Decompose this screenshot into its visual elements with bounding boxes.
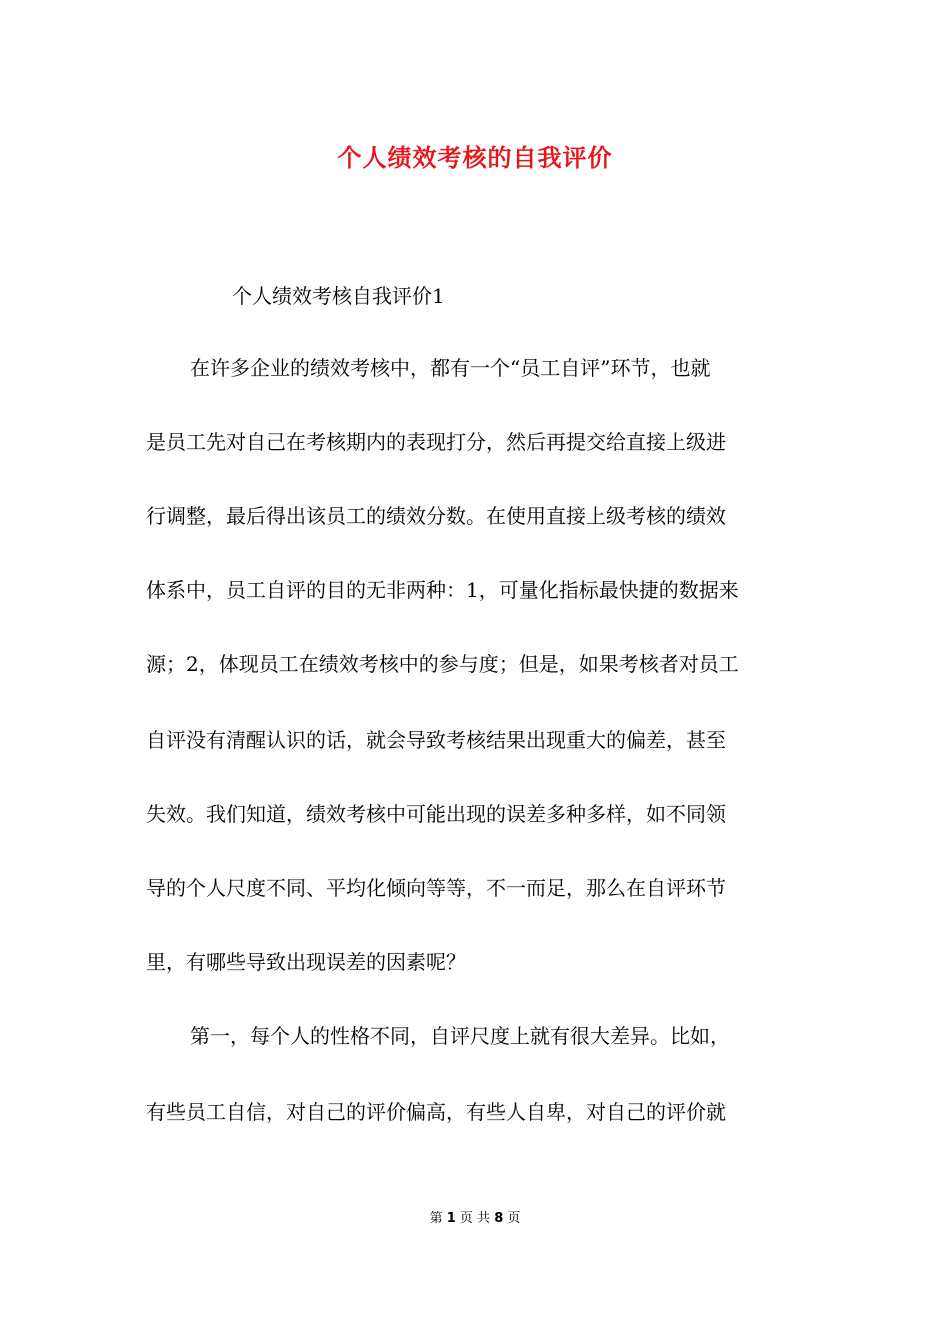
paragraph-line: 体系中，员工自评的目的无非两种：1，可量化指标最快捷的数据来 [146,578,739,602]
footer-middle: 页 共 [459,1211,491,1226]
current-page-number: 1 [446,1211,456,1226]
paragraph-line: 在许多企业的绩效考核中，都有一个“员工自评”环节，也就 [190,356,711,380]
footer-prefix: 第 [429,1211,443,1226]
paragraph-line: 有些员工自信，对自己的评价偏高，有些人自卑，对自己的评价就 [146,1100,726,1124]
total-pages-number: 8 [494,1211,504,1226]
paragraph-line: 第一，每个人的性格不同，自评尺度上就有很大差异。比如， [190,1024,730,1048]
document-title: 个人绩效考核的自我评价 [337,143,613,172]
paragraph-line: 行调整，最后得出该员工的绩效分数。在使用直接上级考核的绩效 [146,504,726,528]
section-heading: 个人绩效考核自我评价1 [232,284,445,308]
paragraph-line: 失效。我们知道，绩效考核中可能出现的误差多种多样，如不同领 [146,802,726,826]
paragraph-line: 是员工先对自己在考核期内的表现打分，然后再提交给直接上级进 [146,430,726,454]
paragraph-line: 源；2，体现员工在绩效考核中的参与度；但是，如果考核者对员工 [146,652,739,676]
paragraph-line: 导的个人尺度不同、平均化倾向等等，不一而足，那么在自评环节 [146,876,726,900]
paragraph-line: 自评没有清醒认识的话，就会导致考核结果出现重大的偏差，甚至 [146,728,726,752]
page-footer [0,1207,950,1226]
footer-suffix: 页 [507,1211,521,1226]
paragraph-line: 里，有哪些导致出现误差的因素呢？ [146,950,466,974]
